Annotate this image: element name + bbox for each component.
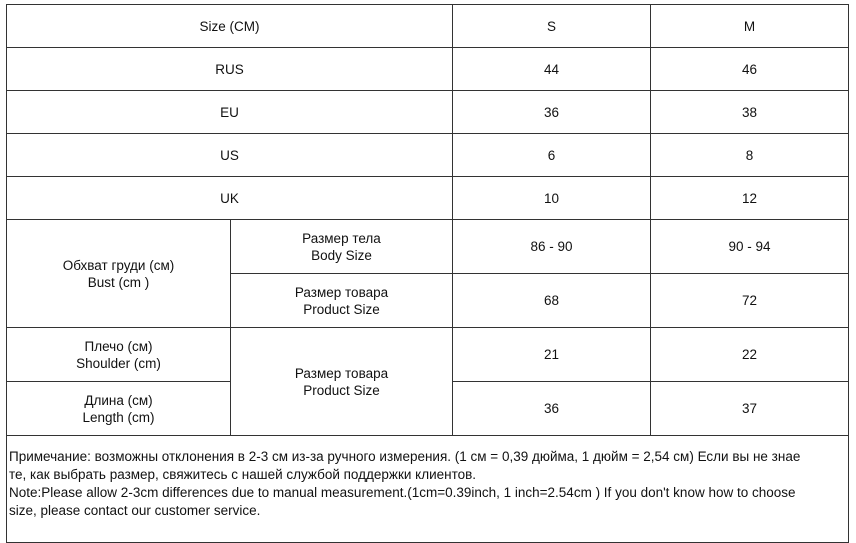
table-row-bust-body	[7, 220, 849, 274]
bust-label-en: Bust (cm )	[87, 274, 150, 290]
note-en-line-1: Note:Please allow 2-3cm differences due to manual measurement.(1cm=0.39inch, 1 inch=2.54cm ) If you don't know how to choose	[9, 485, 796, 500]
product-size-label-en: Product Size	[303, 301, 380, 317]
header-size-m: M	[651, 5, 849, 48]
table-row-rus	[7, 48, 849, 91]
cell-uk-s: 10	[453, 177, 651, 220]
cell-uk-m: 12	[651, 177, 849, 220]
measurement-note	[7, 436, 849, 543]
table-row-uk	[7, 177, 849, 220]
cell-bust-product-m: 72	[651, 274, 849, 328]
length-label-ru: Длина (см)	[84, 392, 153, 408]
table-row-us	[7, 134, 849, 177]
cell-eu-s: 36	[453, 91, 651, 134]
length-label-en: Length (cm)	[82, 409, 155, 425]
note-ru-line-1: Примечание: возможны отклонения в 2-3 см из-за ручного измерения. (1 см = 0,39 дюйма, 1 дюйм = 2,54 см) Если вы не знае	[9, 449, 801, 464]
cell-rus-m: 46	[651, 48, 849, 91]
table-row-header	[7, 5, 849, 48]
table-row-eu	[7, 91, 849, 134]
bust-label-ru: Обхват груди (см)	[62, 257, 175, 273]
header-size-s: S	[453, 5, 651, 48]
cell-length-s: 36	[453, 382, 651, 436]
cell-rus-s: 44	[453, 48, 651, 91]
row-label-bust	[7, 220, 231, 328]
product-size-shared-label-ru: Размер товара	[294, 365, 389, 381]
row-label-length	[7, 382, 231, 436]
sublabel-body-size	[231, 220, 453, 274]
row-label-rus: RUS	[7, 48, 453, 91]
row-label-eu: EU	[7, 91, 453, 134]
cell-us-m: 8	[651, 134, 849, 177]
cell-length-m: 37	[651, 382, 849, 436]
note-en-line-2: size, please contact our customer service.	[9, 503, 261, 518]
sublabel-product-size-shared	[231, 328, 453, 436]
body-size-label-ru: Размер тела	[302, 230, 381, 246]
header-size-label: Size (CM)	[7, 5, 453, 48]
cell-eu-m: 38	[651, 91, 849, 134]
shoulder-label-en: Shoulder (cm)	[76, 355, 161, 371]
sublabel-product-size	[231, 274, 453, 328]
cell-bust-product-s: 68	[453, 274, 651, 328]
row-label-uk: UK	[7, 177, 453, 220]
cell-shoulder-s: 21	[453, 328, 651, 382]
row-label-us: US	[7, 134, 453, 177]
product-size-label-ru: Размер товара	[294, 284, 389, 300]
note-ru-line-2: те, как выбрать размер, свяжитесь с нашей службой поддержки клиентов.	[9, 467, 477, 482]
row-label-shoulder	[7, 328, 231, 382]
body-size-label-en: Body Size	[311, 247, 372, 263]
size-chart-table	[6, 4, 849, 543]
cell-bust-body-s: 86 - 90	[453, 220, 651, 274]
table-row-note	[7, 436, 849, 543]
cell-bust-body-m: 90 - 94	[651, 220, 849, 274]
cell-us-s: 6	[453, 134, 651, 177]
table-row-shoulder	[7, 328, 849, 382]
product-size-shared-label-en: Product Size	[303, 382, 380, 398]
shoulder-label-ru: Плечо (см)	[84, 338, 153, 354]
cell-shoulder-m: 22	[651, 328, 849, 382]
